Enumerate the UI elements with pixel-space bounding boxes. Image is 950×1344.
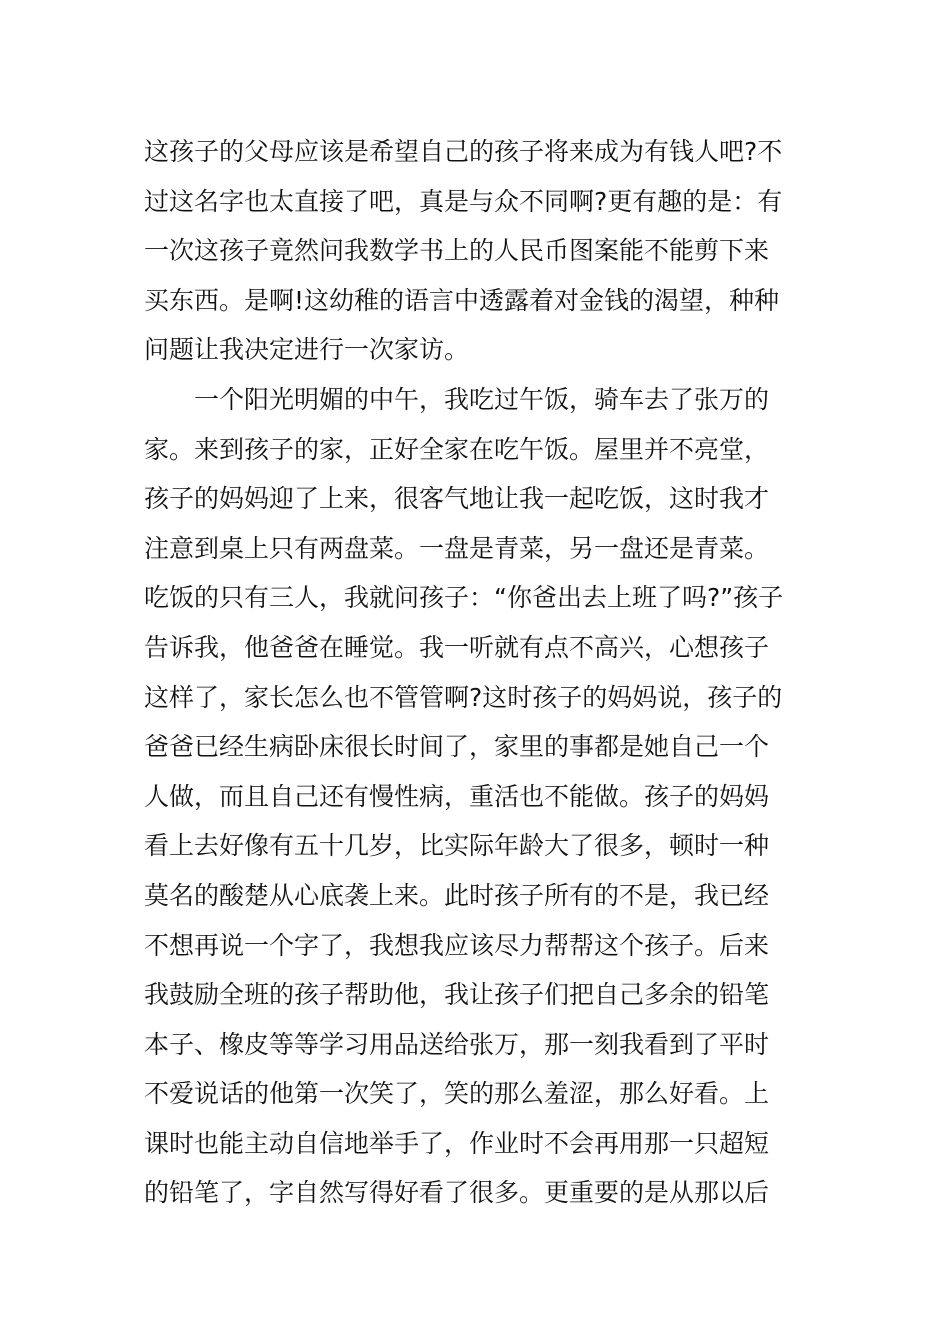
text-line: 我鼓励全班的孩子帮助他，我让孩子们把自己多余的铅笔 [144,980,770,1010]
paragraph-first-line: 一个阳光明媚的中午，我吃过午饭，骑车去了张万的 [194,384,770,414]
body-text [144,127,824,1218]
text-line: 不爱说话的他第一次笑了，笑的那么羞涩，那么好看。上 [144,1079,770,1109]
text-line: 过这名字也太直接了吧，真是与众不同啊?更有趣的是：有 [144,186,783,216]
text-line: 买东西。是啊!这幼稚的语言中透露着对金钱的渴望，种种 [144,285,780,315]
text-line: 不想再说一个字了，我想我应该尽力帮帮这个孩子。后来 [144,930,770,960]
text-line: 课时也能主动自信地举手了，作业时不会再用那一只超短 [144,1128,770,1158]
text-line: 本子、橡皮等等学习用品送给张万，那一刻我看到了平时 [144,1029,770,1059]
text-line: 看上去好像有五十几岁，比实际年龄大了很多，顿时一种 [144,831,770,861]
text-line: 莫名的酸楚从心底袭上来。此时孩子所有的不是，我已经 [144,880,770,910]
text-line: 孩子的妈妈迎了上来，很客气地让我一起吃饭，这时我才 [144,484,770,514]
text-line: 告诉我，他爸爸在睡觉。我一听就有点不高兴，心想孩子 [144,632,770,662]
text-line: 一次这孩子竟然问我数学书上的人民币图案能不能剪下来 [144,236,770,266]
text-line: 问题让我决定进行一次家访。 [144,335,470,365]
text-line: 这样了，家长怎么也不管管啊?这时孩子的妈妈说，孩子的 [144,682,783,712]
text-line: 这孩子的父母应该是希望自己的孩子将来成为有钱人吧?不 [144,137,783,166]
text-line: 爸爸已经生病卧床很长时间了，家里的事都是她自己一个 [144,732,770,762]
text-line: 吃饭的只有三人，我就问孩子：“你爸出去上班了吗?”孩子 [144,583,784,613]
text-line: 人做，而且自己还有慢性病，重活也不能做。孩子的妈妈 [144,781,770,811]
text-line: 的铅笔了，字自然写得好看了很多。更重要的是从那以后 [144,1178,770,1208]
text-line: 家。来到孩子的家，正好全家在吃午饭。屋里并不亮堂， [144,434,770,464]
text-line: 注意到桌上只有两盘菜。一盘是青菜，另一盘还是青菜。 [144,533,770,563]
